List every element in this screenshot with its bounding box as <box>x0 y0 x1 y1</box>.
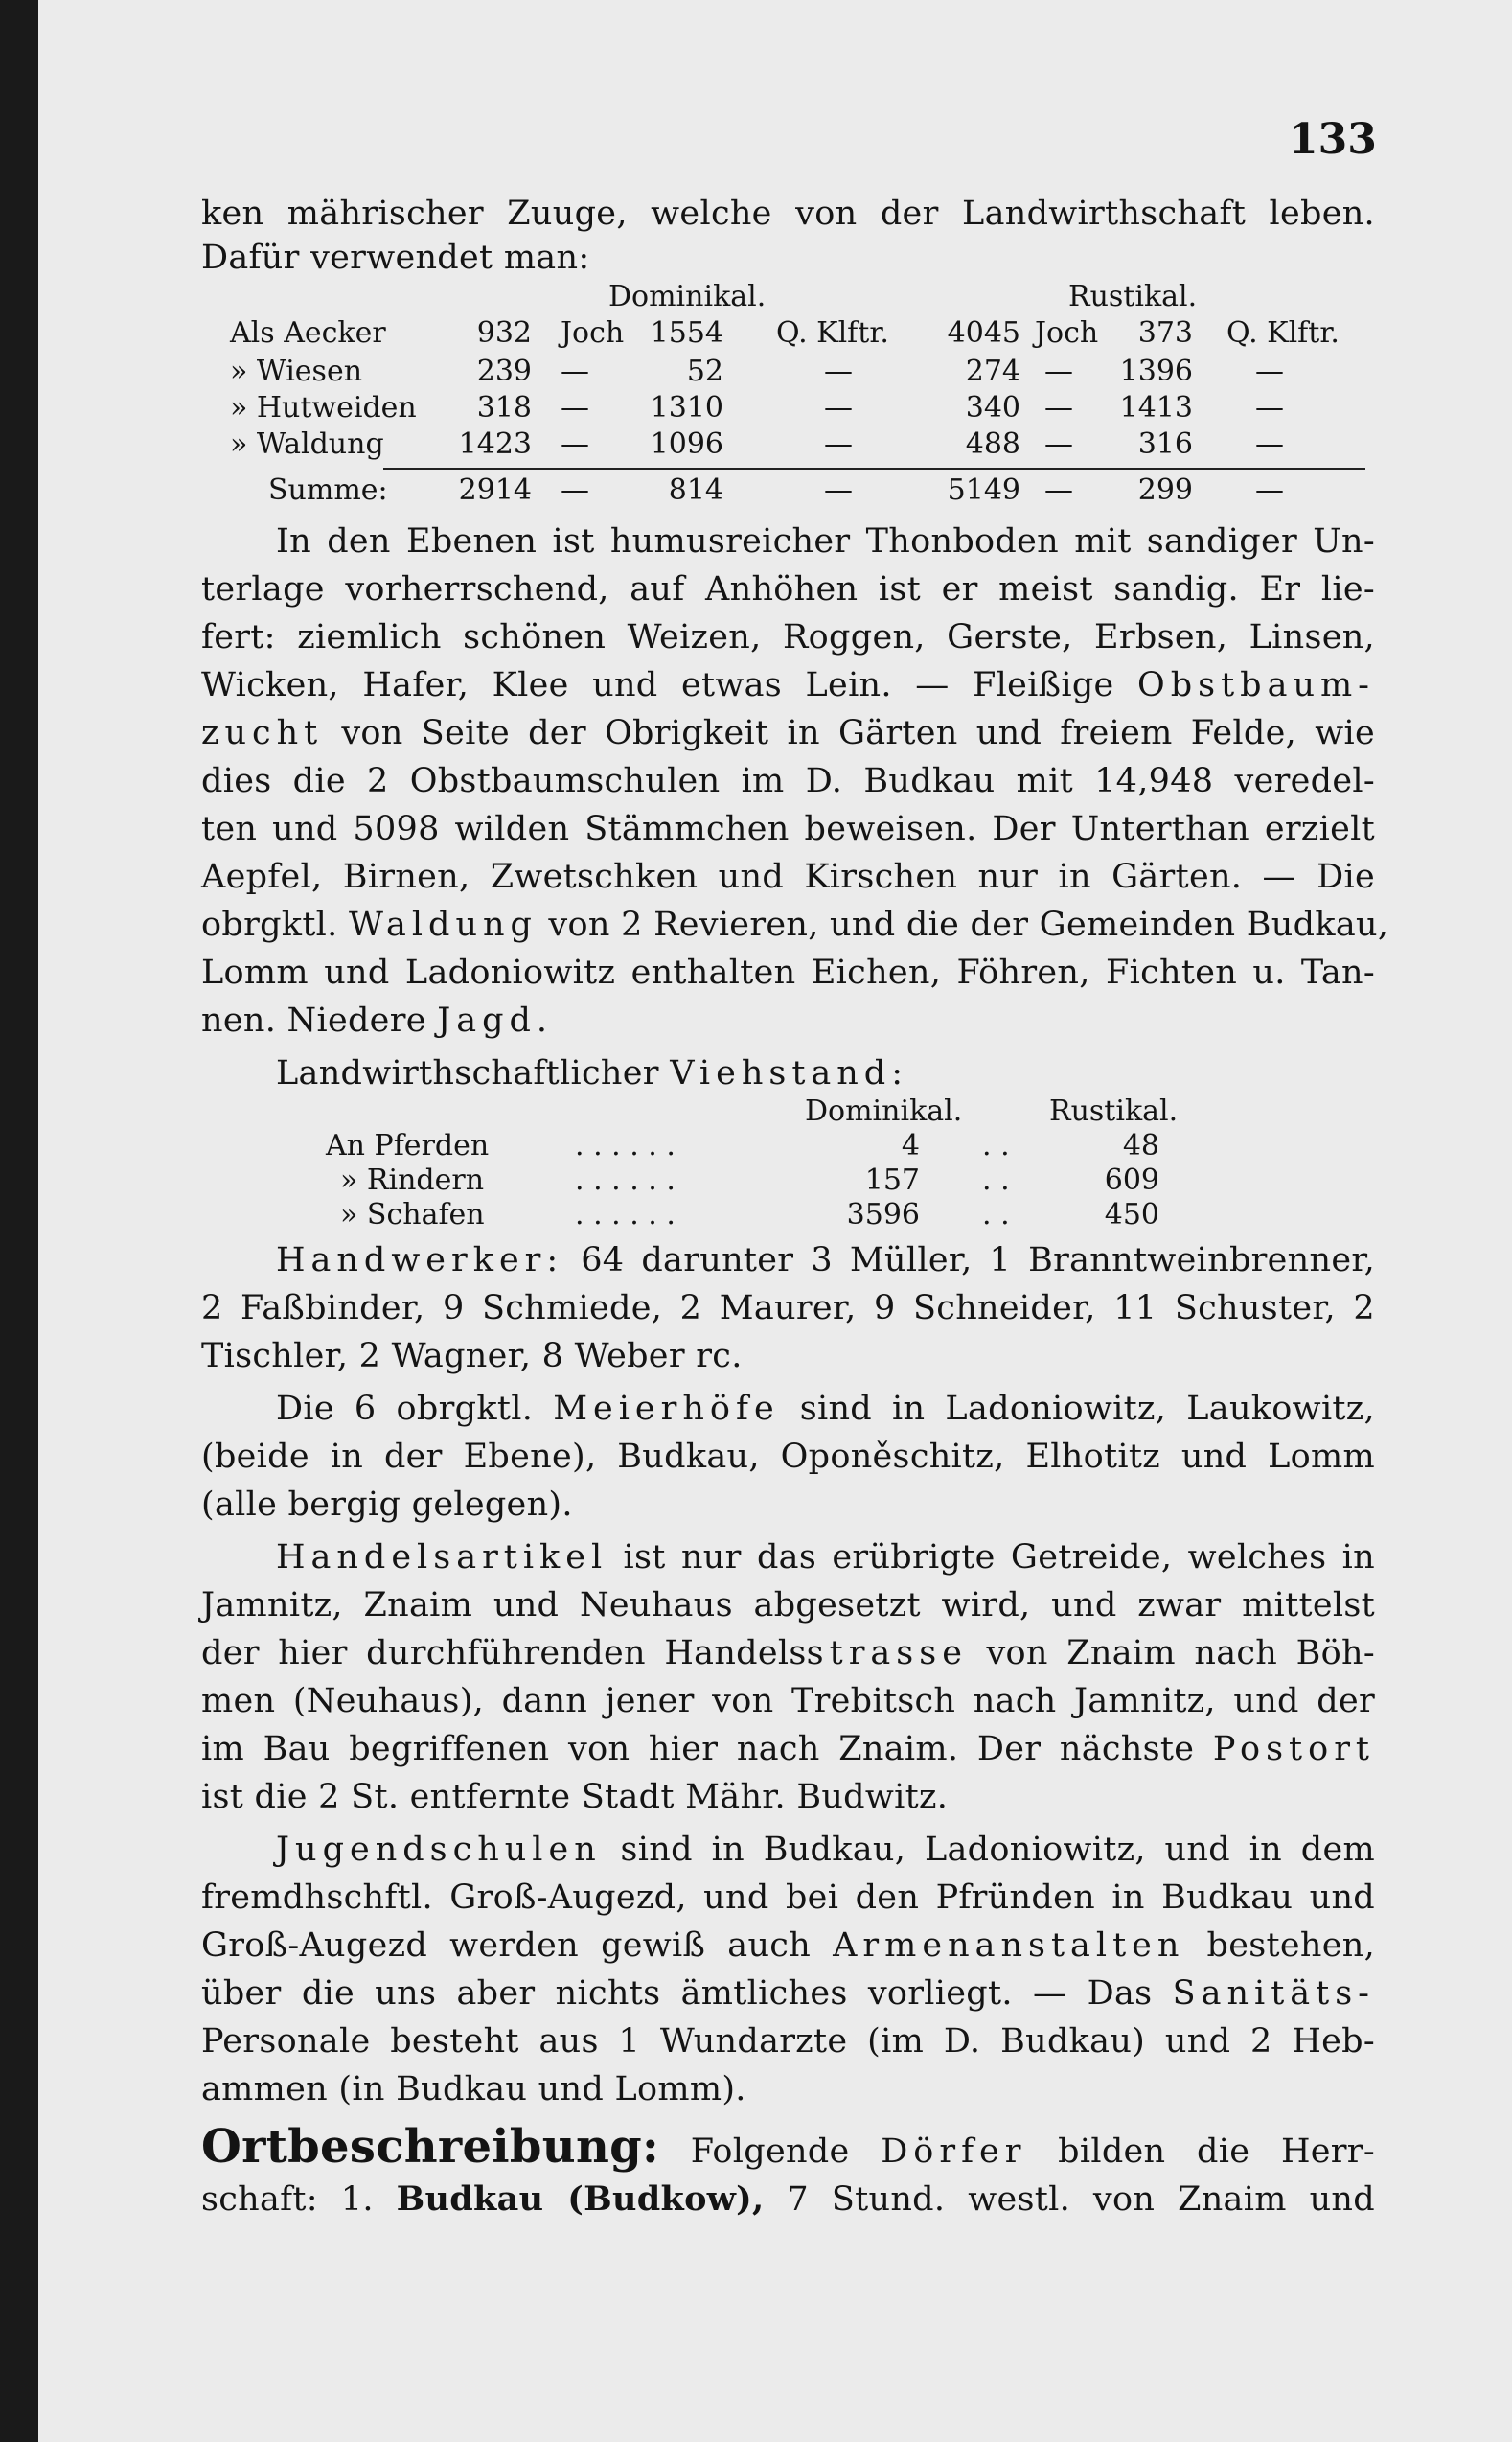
text-line <box>201 997 1375 1045</box>
text-span: 7 Stund. westl. von Znaim und <box>787 2180 1375 2219</box>
spaced-term: zucht <box>201 714 324 752</box>
cell-unit: — <box>1255 427 1284 461</box>
text-line <box>201 1922 1375 1970</box>
text-line <box>201 565 1375 613</box>
cell-value: 4 <box>901 1129 920 1163</box>
spaced-term: Jagd. <box>437 1002 554 1040</box>
text-span: 64 darunter 3 Müller, 1 Branntweinbrenner, <box>581 1241 1375 1279</box>
text-span: sind in Ladoniowitz, Laukowitz, <box>799 1390 1375 1428</box>
leader-dots: . . <box>982 1198 1010 1232</box>
cell-unit: — <box>1255 391 1284 425</box>
text-span: von 2 Revieren, und die der Gemeinden Budkau, <box>548 906 1389 944</box>
text-line <box>201 1725 1375 1773</box>
row-label: » Wiesen <box>230 355 363 388</box>
cell-value: 4045 <box>947 316 1020 350</box>
spaced-term: Viehstand: <box>670 1054 908 1093</box>
spaced-term: strasse <box>806 1634 968 1672</box>
row-label: » Hutweiden <box>230 391 417 425</box>
cell-value: 373 <box>1137 316 1193 350</box>
text-line <box>201 805 1375 853</box>
cell-value: 3596 <box>846 1198 920 1232</box>
text-line <box>201 2065 1375 2113</box>
text-span: Folgende <box>690 2132 850 2171</box>
cell-unit: — <box>1255 473 1284 507</box>
text-span: von Znaim nach Böh- <box>986 1634 1375 1672</box>
text-line-content: ist die 2 St. entfernte Stadt Mähr. Budwitz. <box>201 1778 949 1816</box>
text-span: Wicken, Hafer, Klee und etwas Lein. — Fleißige <box>201 666 1114 704</box>
leader-dots: . . . . . . <box>575 1163 676 1197</box>
cell-unit: — <box>561 427 589 461</box>
text-line <box>201 1874 1375 1922</box>
cell-unit: — <box>561 473 589 507</box>
cell-value: 488 <box>965 427 1020 461</box>
text-line <box>201 1481 1375 1529</box>
spaced-term: Sanitäts- <box>1172 1974 1375 2013</box>
cell-unit: — <box>824 473 853 507</box>
text-line <box>201 757 1375 805</box>
text-line <box>201 1533 1375 1581</box>
cell-value: 1310 <box>650 391 723 425</box>
table-header-dominical: Dominikal. <box>608 280 767 313</box>
table-header-dominical: Dominikal. <box>805 1094 963 1128</box>
text-line <box>201 1433 1375 1481</box>
cell-unit: Joch <box>1035 316 1099 350</box>
text-line <box>201 853 1375 901</box>
text-line-content: (alle bergig gelegen). <box>201 1486 573 1524</box>
text-line-content: ken mährischer Zuuge, welche von der Landwirthschaft leben. <box>201 195 1375 233</box>
cell-unit: — <box>1255 355 1284 388</box>
cell-value: 48 <box>1122 1129 1159 1163</box>
text-line-content: (beide in der Ebene), Budkau, Oponěschitz, Elhotitz und Lomm <box>201 1438 1375 1476</box>
cell-value: 52 <box>686 355 723 388</box>
row-label: » Rindern <box>340 1163 485 1197</box>
text-line <box>201 949 1375 997</box>
text-span: bilden die Herr- <box>1058 2132 1375 2171</box>
text-line <box>201 1332 1375 1380</box>
row-label: Summe: <box>268 473 388 507</box>
leader-dots: . . . . . . <box>575 1129 676 1163</box>
text-line-content: Personale besteht aus 1 Wundarzte (im D. Budkau) und 2 Heb- <box>201 2022 1375 2061</box>
row-label: Als Aecker <box>230 316 386 350</box>
cell-unit: — <box>561 355 589 388</box>
text-line-content: fremdhschftl. Groß-Augezd, und bei den Pfründen in Budkau und <box>201 1878 1375 1917</box>
cell-unit: — <box>1044 391 1073 425</box>
cell-value: 157 <box>864 1163 920 1197</box>
text-line-content: dies die 2 Obstbaumschulen im D. Budkau mit 14,948 veredel- <box>201 762 1375 800</box>
row-label: An Pferden <box>326 1129 490 1163</box>
sum-rule <box>383 468 1365 470</box>
text-span: obrgktl. <box>201 906 338 944</box>
cell-value: 299 <box>1137 473 1193 507</box>
leader-dots: . . <box>982 1163 1010 1197</box>
text-line <box>201 1049 1375 1097</box>
text-line <box>201 1773 1375 1821</box>
spaced-term: Dörfer <box>881 2132 1027 2171</box>
spaced-term: Obstbaum- <box>1137 666 1375 704</box>
cell-unit: — <box>824 391 853 425</box>
spaced-term: Handwerker: <box>276 1241 564 1279</box>
text-span: bestehen, <box>1206 1926 1375 1965</box>
text-line <box>201 2176 1375 2223</box>
text-span: der hier durchführenden Handels <box>201 1634 807 1672</box>
cell-value: 1413 <box>1119 391 1193 425</box>
spaced-term: Postort <box>1212 1730 1375 1768</box>
cell-unit: — <box>1044 355 1073 388</box>
cell-value: 1554 <box>650 316 723 350</box>
row-label: » Waldung <box>230 427 384 461</box>
cell-value: 814 <box>668 473 723 507</box>
text-line <box>201 2120 1375 2176</box>
table-header-rustical: Rustikal. <box>1068 280 1198 313</box>
cell-value: 340 <box>965 391 1020 425</box>
text-span: Groß-Augezd werden gewiß auch <box>201 1926 812 1965</box>
text-line-content: fert: ziemlich schönen Weizen, Roggen, Gerste, Erbsen, Linsen, <box>201 618 1375 657</box>
text-span: im Bau begriffenen von hier nach Znaim. Der nächste <box>201 1730 1195 1768</box>
cell-value: 274 <box>965 355 1020 388</box>
leader-dots: . . <box>982 1129 1010 1163</box>
text-line <box>201 709 1375 757</box>
table-header-rustical: Rustikal. <box>1049 1094 1179 1128</box>
text-line <box>201 1284 1375 1332</box>
spaced-term: Waldung <box>349 906 538 944</box>
spaced-term: Armenanstalten <box>833 1926 1185 1965</box>
cell-value: 1423 <box>458 427 532 461</box>
row-label: » Schafen <box>340 1198 485 1232</box>
text-line-content: In den Ebenen ist humusreicher Thonboden mit sandiger Un- <box>276 522 1375 561</box>
cell-value: 1096 <box>650 427 723 461</box>
cell-unit: Joch <box>561 316 625 350</box>
cell-unit: — <box>824 355 853 388</box>
text-line <box>201 613 1375 661</box>
text-line-content: terlage vorherrschend, auf Anhöhen ist er meist sandig. Er lie- <box>201 570 1375 609</box>
text-line <box>201 1970 1375 2017</box>
cell-unit: — <box>1044 427 1073 461</box>
text-span: schaft: 1. <box>201 2180 374 2219</box>
text-line-content: men (Neuhaus), dann jener von Trebitsch nach Jamnitz, und der <box>201 1682 1375 1720</box>
text-line-content: Aepfel, Birnen, Zwetschken und Kirschen nur in Gärten. — Die <box>201 858 1375 896</box>
text-line <box>201 1581 1375 1629</box>
leader-dots: . . . . . . <box>575 1198 676 1232</box>
text-line <box>201 190 1375 238</box>
cell-value: 318 <box>476 391 532 425</box>
text-line <box>201 518 1375 565</box>
cell-value: 316 <box>1137 427 1193 461</box>
text-line-content: ten und 5098 wilden Stämmchen beweisen. Der Unterthan erzielt <box>201 810 1375 848</box>
text-span: Die 6 obrgktl. <box>276 1390 534 1428</box>
section-heading: Ortbeschreibung: <box>201 2120 660 2174</box>
cell-unit: — <box>824 427 853 461</box>
cell-unit: Q. Klftr. <box>776 316 889 350</box>
spaced-term: Handelsartikel <box>276 1538 608 1577</box>
page-number: 133 <box>1289 115 1377 164</box>
text-span: sind in Budkau, Ladoniowitz, und in dem <box>620 1831 1375 1869</box>
cell-value: 239 <box>476 355 532 388</box>
text-line <box>201 1629 1375 1677</box>
spaced-term: Jugendschulen <box>276 1831 602 1869</box>
text-line-content: Lomm und Ladoniowitz enthalten Eichen, Föhren, Fichten u. Tan- <box>201 954 1375 992</box>
bold-term: Budkau (Budkow), <box>396 2179 765 2219</box>
cell-value: 932 <box>476 316 532 350</box>
cell-unit: Q. Klftr. <box>1226 316 1340 350</box>
text-line <box>201 2017 1375 2065</box>
text-span: über die uns aber nichts ämtliches vorliegt. — Das <box>201 1974 1153 2013</box>
text-line <box>201 1677 1375 1725</box>
text-line <box>201 1826 1375 1874</box>
text-span: Landwirthschaftlicher <box>276 1054 659 1093</box>
cell-value: 5149 <box>947 473 1020 507</box>
text-span: von Seite der Obrigkeit in Gärten und freiem Felde, wie <box>341 714 1375 752</box>
text-line-content: Dafür verwendet man: <box>201 239 590 277</box>
book-page <box>38 0 1512 2442</box>
spaced-term: Meierhöfe <box>553 1390 780 1428</box>
text-line <box>201 1385 1375 1433</box>
text-span: nen. Niedere <box>201 1002 426 1040</box>
text-line <box>201 901 1389 949</box>
text-line-content: 2 Faßbinder, 9 Schmiede, 2 Maurer, 9 Schneider, 11 Schuster, 2 <box>201 1289 1375 1327</box>
cell-value: 609 <box>1104 1163 1159 1197</box>
text-line <box>201 1236 1375 1284</box>
text-line-content: Tischler, 2 Wagner, 8 Weber rc. <box>201 1337 743 1375</box>
text-line <box>201 661 1375 709</box>
text-line-content: Jamnitz, Znaim und Neuhaus abgesetzt wird, und zwar mittelst <box>201 1586 1375 1624</box>
text-span: ist nur das erübrigte Getreide, welches in <box>623 1538 1375 1577</box>
cell-value: 2914 <box>458 473 532 507</box>
cell-unit: — <box>1044 473 1073 507</box>
cell-unit: — <box>561 391 589 425</box>
text-line-content: ammen (in Budkau und Lomm). <box>201 2070 746 2108</box>
cell-value: 450 <box>1104 1198 1159 1232</box>
cell-value: 1396 <box>1119 355 1193 388</box>
text-line <box>201 234 1375 282</box>
